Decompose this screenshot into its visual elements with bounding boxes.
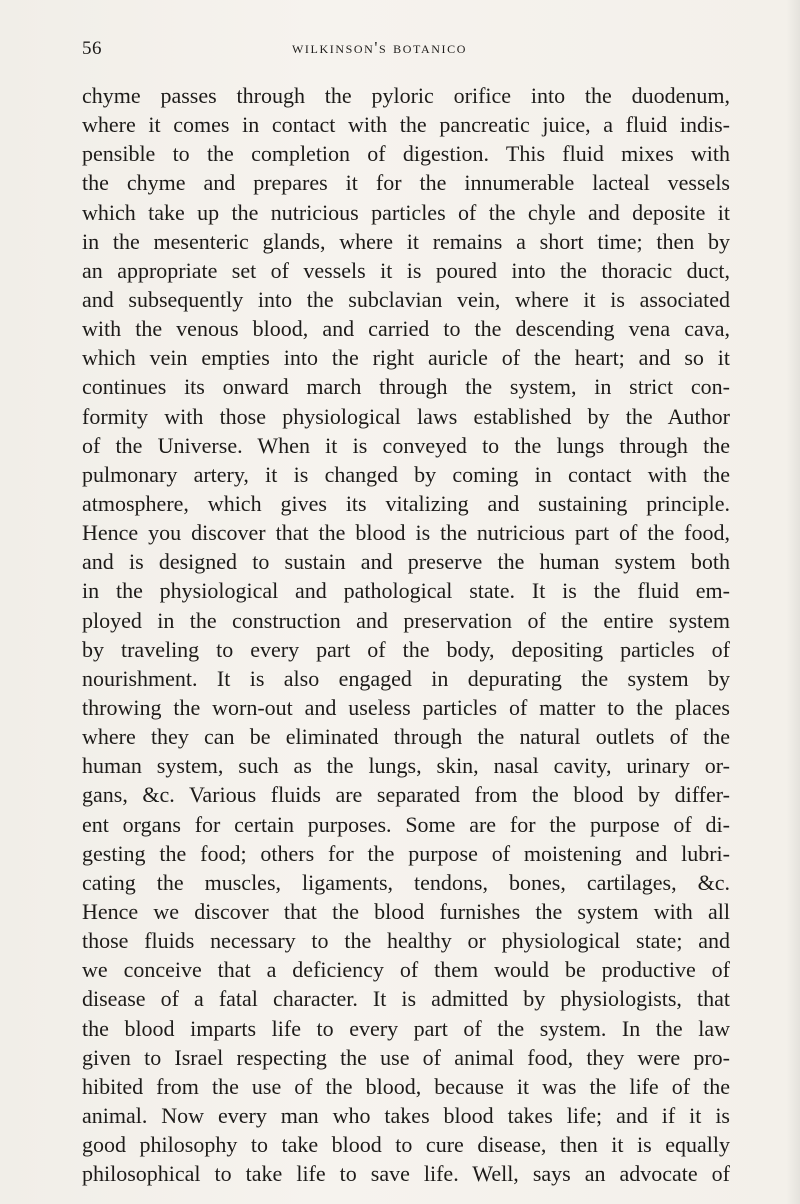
text-line: disease of a fatal character. It is admitted by physiologists, that [82, 986, 730, 1012]
text-line: formity with those physiological laws established by the Author [82, 403, 730, 429]
text-line: where they can be eliminated through the natural outlets of the [82, 724, 730, 750]
text-line: gans, &c. Various fluids are separated from the blood by differ- [82, 782, 730, 808]
page-edge-shadow [786, 0, 800, 1204]
text-line: atmosphere, which gives its vitalizing and sustaining principle. [82, 490, 730, 516]
text-line: in the physiological and pathological state. It is the fluid em- [82, 578, 730, 604]
text-line: good philosophy to take blood to cure disease, then it is equally [82, 1132, 730, 1158]
text-line: those fluids necessary to the healthy or physiological state; and [82, 928, 730, 954]
text-line: given to Israel respecting the use of animal food, they were pro- [82, 1044, 730, 1070]
text-line: ployed in the construction and preservation of the entire system [82, 607, 730, 633]
text-line: pensible to the completion of digestion. This fluid mixes with [82, 141, 730, 167]
text-line: in the mesenteric glands, where it remains a short time; then by [82, 228, 730, 254]
text-line: the blood imparts life to every part of the system. In the law [82, 1015, 730, 1041]
text-line: of the Universe. When it is conveyed to the lungs through the [82, 432, 730, 458]
text-line: where it comes in contact with the pancreatic juice, a fluid indis- [82, 112, 730, 138]
text-line: hibited from the use of the blood, because it was the life of the [82, 1073, 730, 1099]
page-number: 56 [82, 38, 102, 59]
page-header [82, 38, 714, 68]
text-line: gesting the food; others for the purpose of moistening and lubri- [82, 840, 730, 866]
text-line: which vein empties into the right auricle of the heart; and so it [82, 345, 730, 371]
text-line: with the venous blood, and carried to the descending vena cava, [82, 316, 730, 342]
text-line: and subsequently into the subclavian vein, where it is associated [82, 286, 730, 312]
text-line: Hence we discover that the blood furnishes the system with all [82, 898, 730, 924]
text-line: continues its onward march through the system, in strict con- [82, 374, 730, 400]
text-line: throwing the worn-out and useless particles of matter to the places [82, 694, 730, 720]
text-line: philosophical to take life to save life. Well, says an advocate of [82, 1161, 730, 1187]
text-line: and is designed to sustain and preserve the human system both [82, 549, 730, 575]
text-line: we conceive that a deficiency of them would be productive of [82, 957, 730, 983]
text-line: an appropriate set of vessels it is poured into the thoracic duct, [82, 257, 730, 283]
text-line: which take up the nutricious particles of the chyle and deposite it [82, 199, 730, 225]
text-line: human system, such as the lungs, skin, nasal cavity, urinary or- [82, 753, 730, 779]
text-line: nourishment. It is also engaged in depurating the system by [82, 665, 730, 691]
text-line: cating the muscles, ligaments, tendons, bones, cartilages, &c. [82, 869, 730, 895]
text-line: animal. Now every man who takes blood takes life; and if it is [82, 1102, 730, 1128]
running-head: wilkinson's botanico [292, 38, 468, 57]
text-line: Hence you discover that the blood is the nutricious part of the food, [82, 520, 730, 546]
text-line: the chyme and prepares it for the innumerable lacteal vessels [82, 170, 730, 196]
text-line: chyme passes through the pyloric orifice into the duodenum, [82, 83, 730, 108]
body-paragraph [82, 81, 730, 1188]
text-line: by traveling to every part of the body, depositing particles of [82, 636, 730, 662]
text-line: pulmonary artery, it is changed by coming in contact with the [82, 461, 730, 487]
text-line: ent organs for certain purposes. Some are for the purpose of di- [82, 811, 730, 837]
